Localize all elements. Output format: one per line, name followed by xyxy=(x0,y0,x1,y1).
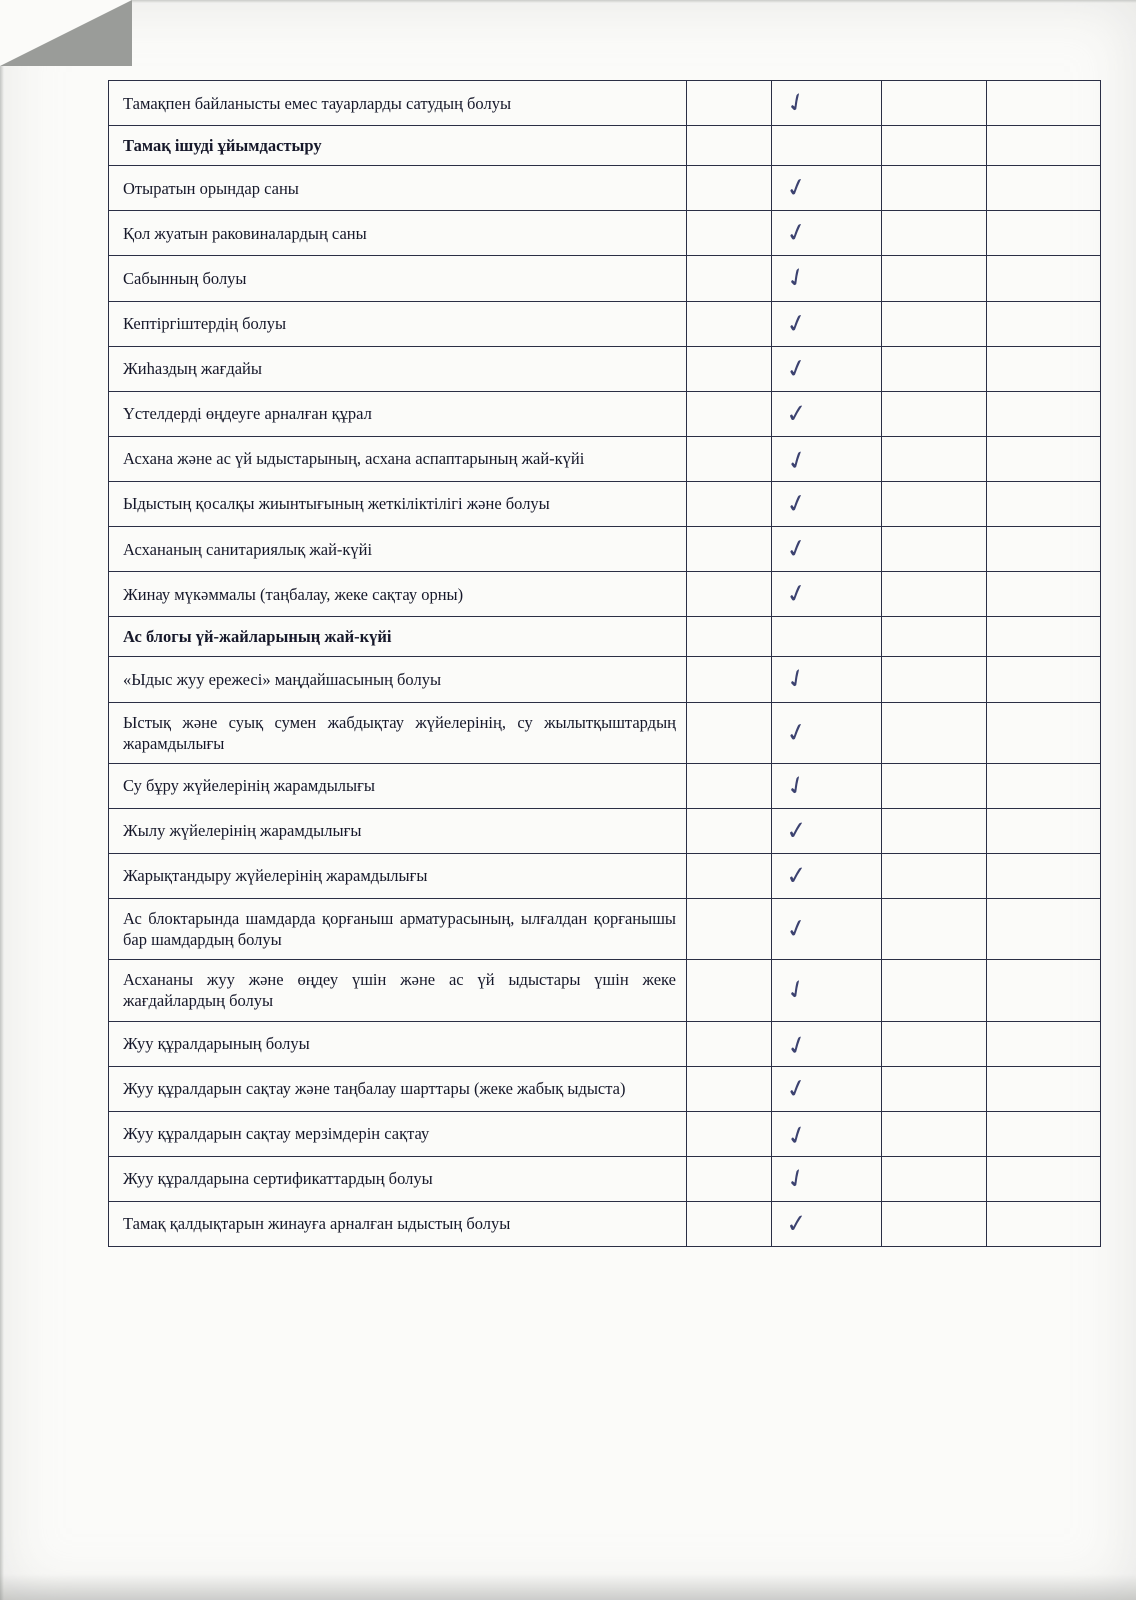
scan-bottom-shadow xyxy=(0,1574,1136,1600)
empty-cell xyxy=(882,1111,987,1156)
criterion-label: Үстелдерді өңдеуге арналған құрал xyxy=(109,391,687,436)
check-icon: ✓ xyxy=(782,1027,812,1063)
section-empty-cell xyxy=(772,126,882,166)
checkmark-cell xyxy=(772,1021,882,1066)
table-row xyxy=(109,346,1101,391)
criterion-label: Қол жуатын раковиналардың саны xyxy=(109,211,687,256)
empty-cell xyxy=(687,572,772,617)
criterion-label: Ыстық және суық сумен жабдықтау жүйелерінің, су жылытқыштардың жарамдылығы xyxy=(109,702,687,763)
check-icon: ✓ xyxy=(782,443,812,478)
empty-cell xyxy=(882,256,987,301)
criterion-label: Жуу құралдарына сертификаттардың болуы xyxy=(109,1156,687,1201)
checkmark-cell xyxy=(772,527,882,572)
check-icon: ✓ xyxy=(782,1118,812,1153)
checkmark-cell xyxy=(772,1201,882,1246)
empty-cell xyxy=(882,702,987,763)
empty-cell xyxy=(987,853,1101,898)
table-row xyxy=(109,481,1101,526)
table-row xyxy=(109,657,1101,702)
table-row xyxy=(109,1021,1101,1066)
section-empty-cell xyxy=(987,617,1101,657)
empty-cell xyxy=(987,256,1101,301)
empty-cell xyxy=(882,1201,987,1246)
criterion-label: Жуу құралдарының болуы xyxy=(109,1021,687,1066)
empty-cell xyxy=(987,211,1101,256)
table-row xyxy=(109,166,1101,211)
empty-cell xyxy=(687,527,772,572)
section-empty-cell xyxy=(987,126,1101,166)
empty-cell xyxy=(882,166,987,211)
table-row xyxy=(109,527,1101,572)
checkmark-cell xyxy=(772,346,882,391)
scan-corner-artifact xyxy=(0,0,132,66)
empty-cell xyxy=(687,81,772,126)
empty-cell xyxy=(987,1021,1101,1066)
empty-cell xyxy=(987,81,1101,126)
check-icon: ✓ xyxy=(782,531,811,566)
checkmark-cell xyxy=(772,436,882,481)
table-row xyxy=(109,436,1101,481)
check-icon: ✓ xyxy=(782,351,811,385)
checkmark-cell xyxy=(772,763,882,808)
empty-cell xyxy=(882,808,987,853)
check-icon: ✓ xyxy=(782,912,811,946)
check-icon: ✓ xyxy=(780,84,813,121)
empty-cell xyxy=(987,166,1101,211)
empty-cell xyxy=(882,1021,987,1066)
criterion-label: Ас блоктарында шамдарда қорғаныш арматурасының, ылғалдан қорғанышы бар шамдардың болуы xyxy=(109,899,687,960)
criterion-label: Кептіргіштердің болуы xyxy=(109,301,687,346)
empty-cell xyxy=(687,256,772,301)
empty-cell xyxy=(687,657,772,702)
criterion-label: Жуу құралдарын сақтау мерзімдерін сақтау xyxy=(109,1111,687,1156)
checkmark-cell xyxy=(772,960,882,1021)
criterion-label: Асхананың санитариялық жай-күйі xyxy=(109,527,687,572)
checkmark-cell xyxy=(772,657,882,702)
check-icon: ✓ xyxy=(782,216,811,250)
table-row xyxy=(109,1111,1101,1156)
table-row xyxy=(109,702,1101,763)
empty-cell xyxy=(987,1201,1101,1246)
empty-cell xyxy=(687,853,772,898)
criterion-label: Тамақпен байланысты емес тауарларды сатудың болуы xyxy=(109,81,687,126)
section-empty-cell xyxy=(772,617,882,657)
checkmark-cell xyxy=(772,481,882,526)
empty-cell xyxy=(987,1156,1101,1201)
empty-cell xyxy=(987,1066,1101,1111)
empty-cell xyxy=(687,1201,772,1246)
table-row xyxy=(109,853,1101,898)
section-empty-cell xyxy=(687,617,772,657)
check-icon: ✓ xyxy=(784,1207,809,1239)
criterion-label: Жинау мүкәммалы (таңбалау, жеке сақтау орны) xyxy=(109,572,687,617)
check-icon: ✓ xyxy=(782,306,811,340)
empty-cell xyxy=(882,527,987,572)
checkmark-cell xyxy=(772,166,882,211)
empty-cell xyxy=(882,960,987,1021)
checkmark-cell xyxy=(772,702,882,763)
table-row xyxy=(109,808,1101,853)
empty-cell xyxy=(687,1111,772,1156)
empty-cell xyxy=(687,301,772,346)
empty-cell xyxy=(987,527,1101,572)
section-empty-cell xyxy=(882,126,987,166)
check-icon: ✓ xyxy=(782,577,811,611)
empty-cell xyxy=(987,657,1101,702)
checkmark-cell xyxy=(772,81,882,126)
check-icon: ✓ xyxy=(780,260,813,296)
checkmark-cell xyxy=(772,301,882,346)
check-icon: ✓ xyxy=(782,715,811,749)
criterion-label: Жиһаздың жағдайы xyxy=(109,346,687,391)
empty-cell xyxy=(687,211,772,256)
table-row xyxy=(109,1066,1101,1111)
check-icon: ✓ xyxy=(780,767,813,803)
empty-cell xyxy=(882,899,987,960)
empty-cell xyxy=(987,899,1101,960)
criterion-label: Асхананы жуу және өңдеу үшін және ас үй ыдыстары үшін жеке жағдайлардың болуы xyxy=(109,960,687,1021)
empty-cell xyxy=(987,808,1101,853)
criterion-label: Сабынның болуы xyxy=(109,256,687,301)
checkmark-cell xyxy=(772,572,882,617)
empty-cell xyxy=(687,960,772,1021)
checkmark-cell xyxy=(772,899,882,960)
empty-cell xyxy=(987,481,1101,526)
section-title: Ас блогы үй-жайларының жай-күйі xyxy=(109,617,687,657)
empty-cell xyxy=(687,899,772,960)
table-row xyxy=(109,960,1101,1021)
table-row xyxy=(109,81,1101,126)
scan-top-edge xyxy=(132,0,1136,3)
table-row xyxy=(109,763,1101,808)
empty-cell xyxy=(882,657,987,702)
empty-cell xyxy=(687,702,772,763)
table-body xyxy=(109,81,1101,1247)
section-empty-cell xyxy=(882,617,987,657)
empty-cell xyxy=(882,301,987,346)
criterion-label: Асхана және ас үй ыдыстарының, асхана аспаптарының жай-күйі xyxy=(109,436,687,481)
check-icon: ✓ xyxy=(784,397,809,429)
empty-cell xyxy=(882,1066,987,1111)
empty-cell xyxy=(882,81,987,126)
empty-cell xyxy=(687,391,772,436)
checkmark-cell xyxy=(772,1156,882,1201)
checkmark-cell xyxy=(772,853,882,898)
check-icon: ✓ xyxy=(784,814,809,846)
empty-cell xyxy=(882,436,987,481)
empty-cell xyxy=(882,391,987,436)
criterion-label: Жуу құралдарын сақтау және таңбалау шарттары (жеке жабық ыдыста) xyxy=(109,1066,687,1111)
check-icon: ✓ xyxy=(782,1071,811,1105)
check-icon: ✓ xyxy=(780,972,813,1008)
table-row xyxy=(109,1201,1101,1246)
table-row xyxy=(109,211,1101,256)
criterion-label: Тамақ қалдықтарын жинауға арналған ыдыстың болуы xyxy=(109,1201,687,1246)
empty-cell xyxy=(882,853,987,898)
empty-cell xyxy=(687,346,772,391)
empty-cell xyxy=(882,1156,987,1201)
empty-cell xyxy=(987,763,1101,808)
table-section-row xyxy=(109,617,1101,657)
criterion-label: Жарықтандыру жүйелерінің жарамдылығы xyxy=(109,853,687,898)
checkmark-cell xyxy=(772,256,882,301)
empty-cell xyxy=(687,481,772,526)
check-icon: ✓ xyxy=(780,661,813,697)
checkmark-cell xyxy=(772,211,882,256)
criterion-label: Жылу жүйелерінің жарамдылығы xyxy=(109,808,687,853)
table-row xyxy=(109,572,1101,617)
scan-left-edge xyxy=(0,66,4,1600)
checkmark-cell xyxy=(772,1111,882,1156)
criterion-label: Ыдыстың қосалқы жиынтығының жеткіліктілігі және болуы xyxy=(109,481,687,526)
empty-cell xyxy=(987,391,1101,436)
empty-cell xyxy=(687,1021,772,1066)
checkmark-cell xyxy=(772,391,882,436)
empty-cell xyxy=(987,702,1101,763)
empty-cell xyxy=(687,763,772,808)
criterion-label: Су бұру жүйелерінің жарамдылығы xyxy=(109,763,687,808)
table-section-row xyxy=(109,126,1101,166)
empty-cell xyxy=(882,763,987,808)
table-row xyxy=(109,391,1101,436)
empty-cell xyxy=(882,572,987,617)
empty-cell xyxy=(987,346,1101,391)
inspection-checklist-table xyxy=(108,80,1101,1247)
empty-cell xyxy=(687,1066,772,1111)
section-empty-cell xyxy=(687,126,772,166)
table-row xyxy=(109,1156,1101,1201)
check-icon: ✓ xyxy=(780,1160,813,1196)
check-icon: ✓ xyxy=(782,486,811,521)
empty-cell xyxy=(882,481,987,526)
empty-cell xyxy=(987,436,1101,481)
table-row xyxy=(109,301,1101,346)
table-row xyxy=(109,256,1101,301)
check-icon: ✓ xyxy=(784,859,809,891)
empty-cell xyxy=(687,808,772,853)
empty-cell xyxy=(987,301,1101,346)
empty-cell xyxy=(882,346,987,391)
empty-cell xyxy=(987,960,1101,1021)
table-row xyxy=(109,899,1101,960)
empty-cell xyxy=(687,1156,772,1201)
empty-cell xyxy=(987,572,1101,617)
criterion-label: «Ыдыс жуу ережесі» маңдайшасының болуы xyxy=(109,657,687,702)
empty-cell xyxy=(687,166,772,211)
checkmark-cell xyxy=(772,1066,882,1111)
empty-cell xyxy=(882,211,987,256)
empty-cell xyxy=(987,1111,1101,1156)
criterion-label: Отыратын орындар саны xyxy=(109,166,687,211)
section-title: Тамақ ішуді ұйымдастыру xyxy=(109,126,687,166)
check-icon: ✓ xyxy=(782,171,811,205)
checkmark-cell xyxy=(772,808,882,853)
empty-cell xyxy=(687,436,772,481)
